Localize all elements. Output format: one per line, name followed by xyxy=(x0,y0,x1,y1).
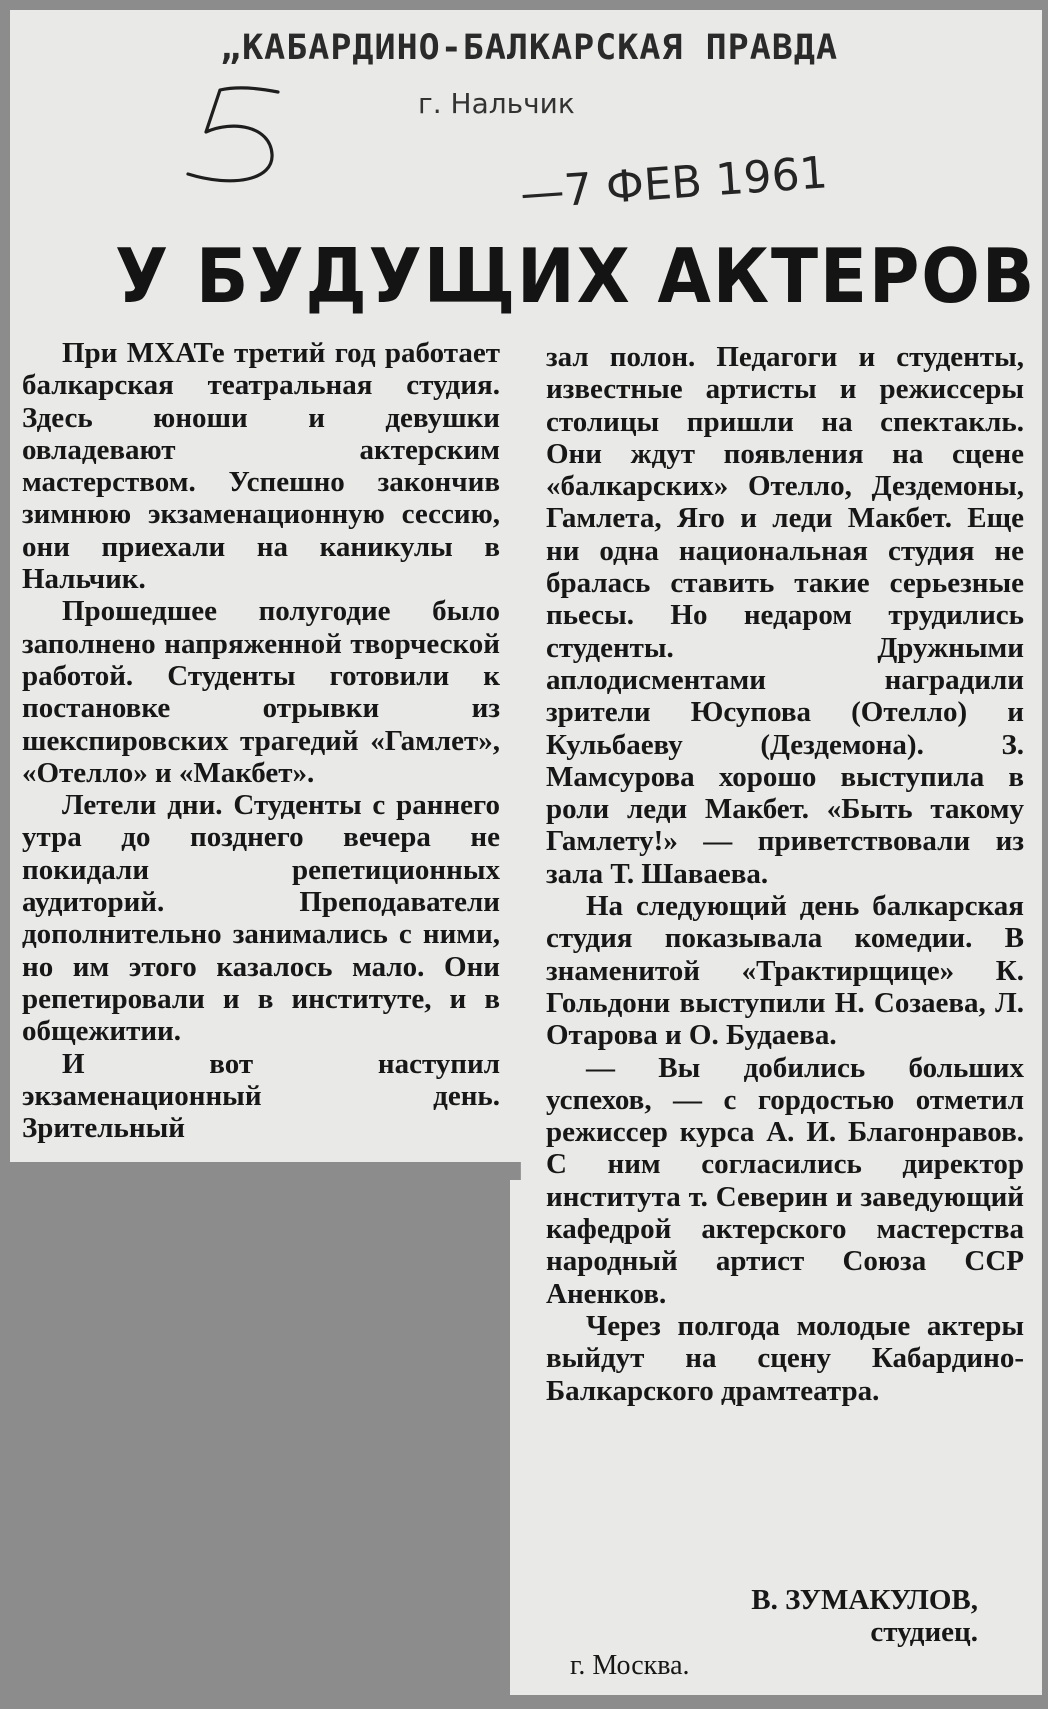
author-role: студиец. xyxy=(870,1616,978,1648)
paragraph: Летели дни. Студенты с раннего утра до позднего вечера не покидали репетиционных аудиторий. Преподаватели дополнительно занимались с ними, но им этого казалось мало. Они репетировали и в институте, и в общежитии. xyxy=(22,789,500,1048)
paragraph: зал полон. Педагоги и студенты, известные артисты и режиссеры столицы пришли на спектакль. Они ждут появления на сцене «балкарских» Отелло, Дездемоны, Гамлета, Яго и леди Макбет. Еще ни одна национальная студия не бралась ставить такие серьезные пьесы. Но недаром трудились студенты. Дружными аплодисментами наградили зрители Юсупова (Отелло) и Кульбаеву (Дездемона). З. Мамсурова хорошо выступила в роли леди Макбет. «Быть такому Гамлету!» — приветствовали из зала Т. Шаваева. xyxy=(546,341,1024,890)
author-signature xyxy=(546,1584,978,1648)
paragraph: Прошедшее полугодие было заполнено напряженной творческой работой. Студенты готовили к постановке отрывки из шекспировских трагедий «Гамлет», «Отелло» и «Макбет». xyxy=(22,595,500,789)
article-headline: У БУДУЩИХ АКТЕРОВ xyxy=(115,232,1037,320)
handwritten-number-five xyxy=(178,70,298,200)
paragraph: На следующий день балкарская студия показывала комедии. В знаменитой «Трактирщице» К. Гольдони выступили Н. Созаева, Л. Отарова и О. Будаева. xyxy=(546,890,1024,1052)
paragraph: Через полгода молодые актеры выйдут на сцену Кабардино-Балкарского драмтеатра. xyxy=(546,1309,1024,1407)
author-name: В. ЗУМАКУЛОВ, xyxy=(751,1584,978,1616)
paragraph: — Вы добились больших успехов, — с гордостью отметил режиссер курса А. И. Благонравов. С ним согласились директор института т. Северин и заведующий кафедрой актерского мастерства народный артист Союза ССР Аненков. xyxy=(546,1051,1024,1310)
article-right-column xyxy=(546,341,1024,1407)
newspaper-name-stamp: „КАБАРДИНО-БАЛКАРСКАЯ ПРАВДА xyxy=(220,28,839,68)
article-left-column xyxy=(22,337,500,1144)
paragraph: И вот наступил экзаменационный день. Зрительный xyxy=(22,1047,500,1145)
date-stamp: —7 ФЕВ 1961 xyxy=(518,147,830,220)
city-stamp: г. Нальчик xyxy=(418,87,575,120)
paragraph: При МХАТе третий год работает балкарская театральная студия. Здесь юноши и девушки овладевают актерским мастерством. Успешно закончив зимнюю экзаменационную сессию, они приехали на каникулы в Нальчик. xyxy=(22,337,500,596)
article-dateline: г. Москва. xyxy=(570,1650,690,1681)
